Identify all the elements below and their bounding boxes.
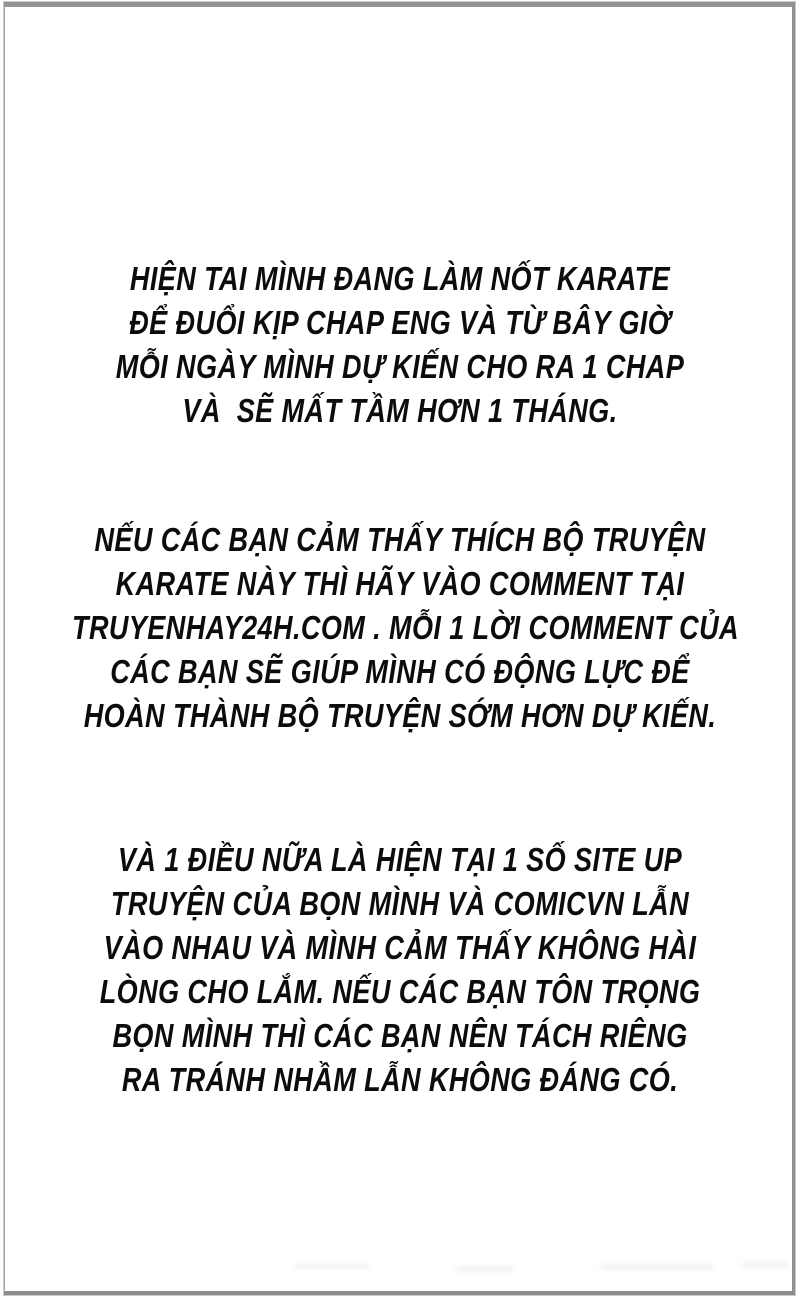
- note-line: BỌN MÌNH THÌ CÁC BẠN NÊN TÁCH RIÊNG: [112, 1017, 688, 1054]
- note-line: TRUYỆN CỦA BỌN MÌNH VÀ COMICVN LẪN: [110, 885, 690, 922]
- note-line: HIỆN TAI MÌNH ĐANG LÀM NỐT KARATE: [129, 260, 671, 297]
- note-line: MỖI NGÀY MÌNH DỰ KIẾN CHO RA 1 CHAP: [115, 348, 685, 385]
- note-line: RA TRÁNH NHẦM LẪN KHÔNG ĐÁNG CÓ.: [121, 1061, 679, 1098]
- note-line: KARATE NÀY THÌ HÃY VÀO COMMENT TẠI: [115, 565, 685, 602]
- scan-smudge: [295, 1263, 370, 1269]
- scan-smudge: [600, 1264, 715, 1270]
- note-paragraph-site-complaint: [72, 838, 728, 1102]
- note-line: HOÀN THÀNH BỘ TRUYỆN SỚM HƠN DỰ KIẾN.: [83, 697, 717, 734]
- scan-smudge: [455, 1266, 515, 1272]
- note-paragraph-release-schedule: [72, 257, 728, 433]
- note-line: LÒNG CHO LẮM. NẾU CÁC BẠN TÔN TRỌNG: [99, 973, 701, 1010]
- scan-smudge: [742, 1262, 790, 1268]
- note-line: ĐỂ ĐUỔI KỊP CHAP ENG VÀ TỪ BÂY GIỜ: [129, 304, 671, 341]
- note-line: VÀO NHAU VÀ MÌNH CẢM THẤY KHÔNG HÀI: [103, 929, 697, 966]
- note-line: NẾU CÁC BẠN CẢM THẤY THÍCH BỘ TRUYỆN: [94, 521, 706, 558]
- note-line: TRUYENHAY24H.COM . MỖI 1 LỜI COMMENT CỦA: [72, 609, 739, 646]
- note-line: VÀ SẼ MẤT TẦM HƠN 1 THÁNG.: [182, 392, 618, 429]
- note-line: VÀ 1 ĐIỀU NỮA LÀ HIỆN TẠI 1 SỐ SITE UP: [117, 841, 683, 878]
- note-line: CÁC BẠN SẼ GIÚP MÌNH CÓ ĐỘNG LỰC ĐỂ: [110, 653, 690, 690]
- note-paragraph-comment-request: [72, 518, 739, 738]
